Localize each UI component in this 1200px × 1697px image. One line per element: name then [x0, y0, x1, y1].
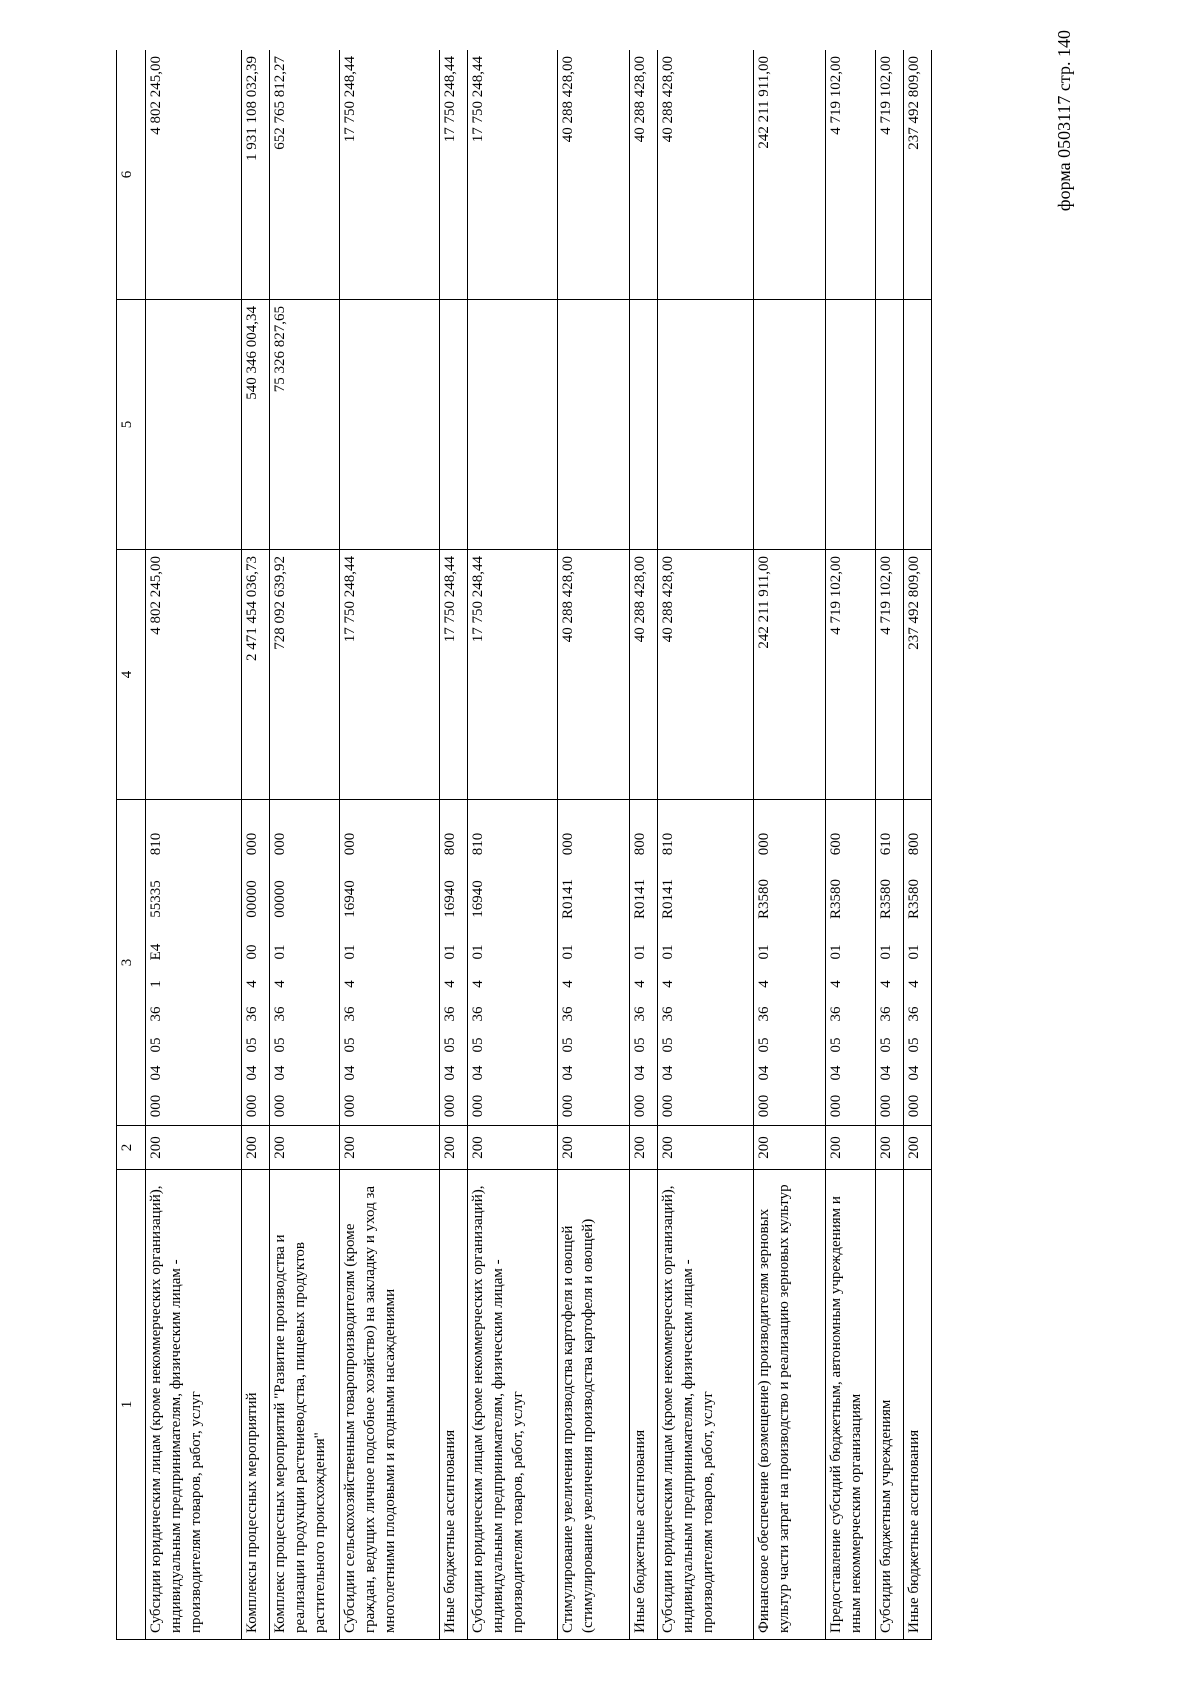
- code-segment: 36: [148, 1006, 164, 1022]
- row-line-code: 200: [468, 1126, 558, 1170]
- code-segment: 01: [756, 944, 772, 960]
- row-line-code: 200: [826, 1126, 876, 1170]
- code-segments: [904, 800, 924, 1125]
- code-segment: 04: [878, 1065, 894, 1081]
- code-segments: [754, 800, 774, 1125]
- row-executed-amount: [558, 300, 630, 550]
- column-header-3: 3: [117, 800, 146, 1126]
- row-budget-classification-code: [558, 800, 630, 1126]
- code-segment: 36: [442, 1006, 458, 1022]
- code-segment: 04: [756, 1065, 772, 1081]
- code-segment: 04: [244, 1065, 260, 1081]
- code-segment: 05: [342, 1037, 358, 1053]
- row-budget-classification-code: [658, 800, 754, 1126]
- code-segment: R0141: [660, 879, 676, 920]
- row-unexecuted-amount: 242 211 911,00: [754, 50, 826, 300]
- row-unexecuted-amount: 4 719 102,00: [826, 50, 876, 300]
- table-row: [904, 50, 932, 1640]
- row-executed-amount: 540 346 004,34: [242, 300, 270, 550]
- row-name: Иные бюджетные ассигнования: [440, 1170, 468, 1640]
- row-approved-amount: 17 750 248,44: [440, 550, 468, 800]
- code-segments: [340, 800, 360, 1125]
- code-segment: 55335: [148, 880, 164, 918]
- code-segment: 36: [828, 1006, 844, 1022]
- row-name: Субсидии сельскохозяйственным товаропроизводителям (кроме граждан, ведущих личное подсобное хозяйство) на закладку и уход за многолетними плодовыми и ягодными насаждениями: [340, 1170, 440, 1640]
- code-segment: 000: [878, 1094, 894, 1118]
- code-segment: 000: [560, 1094, 576, 1118]
- code-segment: 000: [756, 1094, 772, 1118]
- column-header-1: 1: [117, 1170, 146, 1640]
- row-budget-classification-code: [270, 800, 340, 1126]
- code-segment: 01: [828, 944, 844, 960]
- row-unexecuted-amount: 17 750 248,44: [468, 50, 558, 300]
- table-row: [440, 50, 468, 1640]
- table-body: [146, 50, 932, 1640]
- code-segment: 00: [244, 944, 260, 960]
- row-approved-amount: 237 492 809,00: [904, 550, 932, 800]
- table-row: [876, 50, 904, 1640]
- row-approved-amount: 4 719 102,00: [826, 550, 876, 800]
- code-segment: 000: [660, 1094, 676, 1118]
- code-segment: 01: [272, 944, 288, 960]
- code-segment: 01: [632, 944, 648, 960]
- row-approved-amount: 728 092 639,92: [270, 550, 340, 800]
- row-approved-amount: 40 288 428,00: [658, 550, 754, 800]
- code-segment: 36: [660, 1006, 676, 1022]
- code-segment: 000: [442, 1094, 458, 1118]
- row-name: Субсидии юридическим лицам (кроме некоммерческих организаций), индивидуальным предпринимателям, физическим лицам - производителям товаров, работ, услуг: [146, 1170, 242, 1640]
- row-approved-amount: 17 750 248,44: [468, 550, 558, 800]
- row-name: Иные бюджетные ассигнования: [630, 1170, 658, 1640]
- code-segments: [242, 800, 262, 1125]
- row-line-code: 200: [904, 1126, 932, 1170]
- report-table-area: [116, 50, 1044, 1640]
- row-line-code: 200: [242, 1126, 270, 1170]
- code-segment: 36: [560, 1006, 576, 1022]
- code-segment: 810: [660, 832, 676, 856]
- budget-execution-table: [116, 50, 932, 1640]
- code-segments: [658, 800, 678, 1125]
- row-budget-classification-code: [440, 800, 468, 1126]
- code-segment: 04: [470, 1065, 486, 1081]
- row-name: Комплексы процессных мероприятий: [242, 1170, 270, 1640]
- row-approved-amount: 40 288 428,00: [558, 550, 630, 800]
- row-unexecuted-amount: 17 750 248,44: [340, 50, 440, 300]
- code-segment: 01: [342, 944, 358, 960]
- row-executed-amount: [826, 300, 876, 550]
- row-name: Субсидии юридическим лицам (кроме некоммерческих организаций), индивидуальным предпринимателям, физическим лицам - производителям товаров, работ, услуг: [658, 1170, 754, 1640]
- row-name: Финансовое обеспечение (возмещение) производителям зерновых культур части затрат на производство и реализацию зерновых культур: [754, 1170, 826, 1640]
- code-segment: 610: [878, 832, 894, 856]
- row-executed-amount: 75 326 827,65: [270, 300, 340, 550]
- code-segment: 810: [470, 832, 486, 856]
- column-header-5: 5: [117, 300, 146, 550]
- code-segment: 05: [244, 1037, 260, 1053]
- row-budget-classification-code: [826, 800, 876, 1126]
- code-segment: 4: [342, 980, 358, 988]
- code-segment: E4: [148, 943, 164, 961]
- code-segment: 05: [560, 1037, 576, 1053]
- code-segment: 36: [342, 1006, 358, 1022]
- code-segment: 05: [756, 1037, 772, 1053]
- code-segments: [440, 800, 460, 1125]
- code-segment: 000: [244, 1094, 260, 1118]
- code-segment: 05: [470, 1037, 486, 1053]
- code-segment: 05: [878, 1037, 894, 1053]
- row-executed-amount: [904, 300, 932, 550]
- code-segment: R3580: [756, 879, 772, 920]
- code-segment: 4: [442, 980, 458, 988]
- code-segment: 000: [560, 832, 576, 856]
- table-row: [146, 50, 242, 1640]
- table-row: [340, 50, 440, 1640]
- code-segment: 36: [470, 1006, 486, 1022]
- row-executed-amount: [630, 300, 658, 550]
- code-segment: 04: [442, 1065, 458, 1081]
- row-unexecuted-amount: 4 719 102,00: [876, 50, 904, 300]
- code-segment: R0141: [632, 879, 648, 920]
- row-approved-amount: 17 750 248,44: [340, 550, 440, 800]
- code-segment: 04: [272, 1065, 288, 1081]
- code-segments: [876, 800, 896, 1125]
- code-segment: 04: [632, 1065, 648, 1081]
- row-line-code: 200: [876, 1126, 904, 1170]
- code-segment: 04: [148, 1065, 164, 1081]
- table-row: [270, 50, 340, 1640]
- code-segment: 800: [632, 832, 648, 856]
- code-segment: 4: [244, 980, 260, 988]
- code-segment: 000: [342, 1094, 358, 1118]
- code-segment: 16940: [342, 880, 358, 918]
- row-approved-amount: 4 719 102,00: [876, 550, 904, 800]
- row-name: Комплекс процессных мероприятий "Развитие производства и реализации продукции растениеводства, пищевых продуктов растительного происхождения": [270, 1170, 340, 1640]
- row-budget-classification-code: [242, 800, 270, 1126]
- code-segment: 4: [756, 980, 772, 988]
- code-segment: 01: [878, 944, 894, 960]
- code-segment: R3580: [878, 879, 894, 920]
- column-header-2: 2: [117, 1126, 146, 1170]
- code-segments: [146, 800, 166, 1125]
- code-segments: [468, 800, 488, 1125]
- column-header-6: 6: [117, 50, 146, 300]
- row-unexecuted-amount: 1 931 108 032,39: [242, 50, 270, 300]
- code-segment: 05: [660, 1037, 676, 1053]
- code-segment: 4: [828, 980, 844, 988]
- table-row: [242, 50, 270, 1640]
- code-segment: 000: [148, 1094, 164, 1118]
- table-row: [630, 50, 658, 1640]
- code-segment: R3580: [906, 879, 922, 920]
- row-approved-amount: 4 802 245,00: [146, 550, 242, 800]
- row-line-code: 200: [440, 1126, 468, 1170]
- code-segment: 000: [244, 832, 260, 856]
- code-segment: 36: [878, 1006, 894, 1022]
- code-segment: 4: [660, 980, 676, 988]
- row-budget-classification-code: [146, 800, 242, 1126]
- row-line-code: 200: [754, 1126, 826, 1170]
- code-segments: [826, 800, 846, 1125]
- row-budget-classification-code: [904, 800, 932, 1126]
- code-segment: 16940: [470, 880, 486, 918]
- row-unexecuted-amount: 17 750 248,44: [440, 50, 468, 300]
- code-segment: 36: [632, 1006, 648, 1022]
- row-line-code: 200: [658, 1126, 754, 1170]
- row-line-code: 200: [270, 1126, 340, 1170]
- row-executed-amount: [146, 300, 242, 550]
- row-approved-amount: 242 211 911,00: [754, 550, 826, 800]
- row-budget-classification-code: [630, 800, 658, 1126]
- rotated-table-container: [116, 50, 1044, 1640]
- row-budget-classification-code: [876, 800, 904, 1126]
- code-segment: 1: [148, 980, 164, 988]
- row-approved-amount: 40 288 428,00: [630, 550, 658, 800]
- code-segment: 05: [828, 1037, 844, 1053]
- code-segment: 04: [828, 1065, 844, 1081]
- row-line-code: 200: [340, 1126, 440, 1170]
- row-unexecuted-amount: 40 288 428,00: [658, 50, 754, 300]
- row-name: Стимулирование увеличения производства картофеля и овощей (стимулирование увеличения производства картофеля и овощей): [558, 1170, 630, 1640]
- row-executed-amount: [340, 300, 440, 550]
- code-segment: 01: [560, 944, 576, 960]
- row-executed-amount: [876, 300, 904, 550]
- code-segments: [630, 800, 650, 1125]
- code-segment: 05: [148, 1037, 164, 1053]
- code-segment: 05: [632, 1037, 648, 1053]
- code-segment: 36: [272, 1006, 288, 1022]
- row-name: Предоставление субсидий бюджетным, автономным учреждениям и иным некоммерческим организациям: [826, 1170, 876, 1640]
- code-segment: 4: [560, 980, 576, 988]
- code-segment: 000: [632, 1094, 648, 1118]
- code-segment: 00000: [272, 880, 288, 918]
- row-budget-classification-code: [340, 800, 440, 1126]
- code-segments: [558, 800, 578, 1125]
- code-segment: 04: [342, 1065, 358, 1081]
- code-segment: R0141: [560, 879, 576, 920]
- table-row: [468, 50, 558, 1640]
- code-segment: 810: [148, 832, 164, 856]
- code-segment: 36: [244, 1006, 260, 1022]
- code-segment: 800: [442, 832, 458, 856]
- row-line-code: 200: [630, 1126, 658, 1170]
- row-executed-amount: [468, 300, 558, 550]
- table-row: [558, 50, 630, 1640]
- row-line-code: 200: [558, 1126, 630, 1170]
- row-executed-amount: [658, 300, 754, 550]
- code-segment: 000: [272, 1094, 288, 1118]
- code-segment: 000: [756, 832, 772, 856]
- code-segment: 04: [660, 1065, 676, 1081]
- code-segment: 01: [660, 944, 676, 960]
- code-segment: R3580: [828, 879, 844, 920]
- form-label: форма 0503117 стр. 140: [1054, 30, 1074, 212]
- column-header-4: 4: [117, 550, 146, 800]
- code-segment: 000: [342, 832, 358, 856]
- row-approved-amount: 2 471 454 036,73: [242, 550, 270, 800]
- code-segment: 16940: [442, 880, 458, 918]
- table-row: [658, 50, 754, 1640]
- code-segment: 4: [906, 980, 922, 988]
- table-row: [754, 50, 826, 1640]
- code-segment: 4: [470, 980, 486, 988]
- code-segments: [270, 800, 290, 1125]
- code-segment: 4: [878, 980, 894, 988]
- code-segment: 000: [470, 1094, 486, 1118]
- row-unexecuted-amount: 652 765 812,27: [270, 50, 340, 300]
- page-header: [1044, 30, 1084, 230]
- code-segment: 05: [906, 1037, 922, 1053]
- code-segment: 04: [906, 1065, 922, 1081]
- code-segment: 000: [906, 1094, 922, 1118]
- code-segment: 000: [828, 1094, 844, 1118]
- row-unexecuted-amount: 40 288 428,00: [558, 50, 630, 300]
- code-segment: 05: [272, 1037, 288, 1053]
- code-segment: 800: [906, 832, 922, 856]
- table-row: [826, 50, 876, 1640]
- code-segment: 04: [560, 1065, 576, 1081]
- code-segment: 36: [756, 1006, 772, 1022]
- row-unexecuted-amount: 40 288 428,00: [630, 50, 658, 300]
- row-executed-amount: [754, 300, 826, 550]
- code-segment: 4: [632, 980, 648, 988]
- row-executed-amount: [440, 300, 468, 550]
- code-segment: 01: [442, 944, 458, 960]
- code-segment: 4: [272, 980, 288, 988]
- code-segment: 000: [272, 832, 288, 856]
- column-number-row: [117, 50, 146, 1640]
- row-unexecuted-amount: 237 492 809,00: [904, 50, 932, 300]
- row-budget-classification-code: [754, 800, 826, 1126]
- row-name: Субсидии юридическим лицам (кроме некоммерческих организаций), индивидуальным предпринимателям, физическим лицам - производителям товаров, работ, услуг: [468, 1170, 558, 1640]
- row-unexecuted-amount: 4 802 245,00: [146, 50, 242, 300]
- row-name: Субсидии бюджетным учреждениям: [876, 1170, 904, 1640]
- code-segment: 600: [828, 832, 844, 856]
- code-segment: 00000: [244, 880, 260, 918]
- code-segment: 36: [906, 1006, 922, 1022]
- code-segment: 01: [906, 944, 922, 960]
- code-segment: 05: [442, 1037, 458, 1053]
- row-name: Иные бюджетные ассигнования: [904, 1170, 932, 1640]
- code-segment: 01: [470, 944, 486, 960]
- row-line-code: 200: [146, 1126, 242, 1170]
- row-budget-classification-code: [468, 800, 558, 1126]
